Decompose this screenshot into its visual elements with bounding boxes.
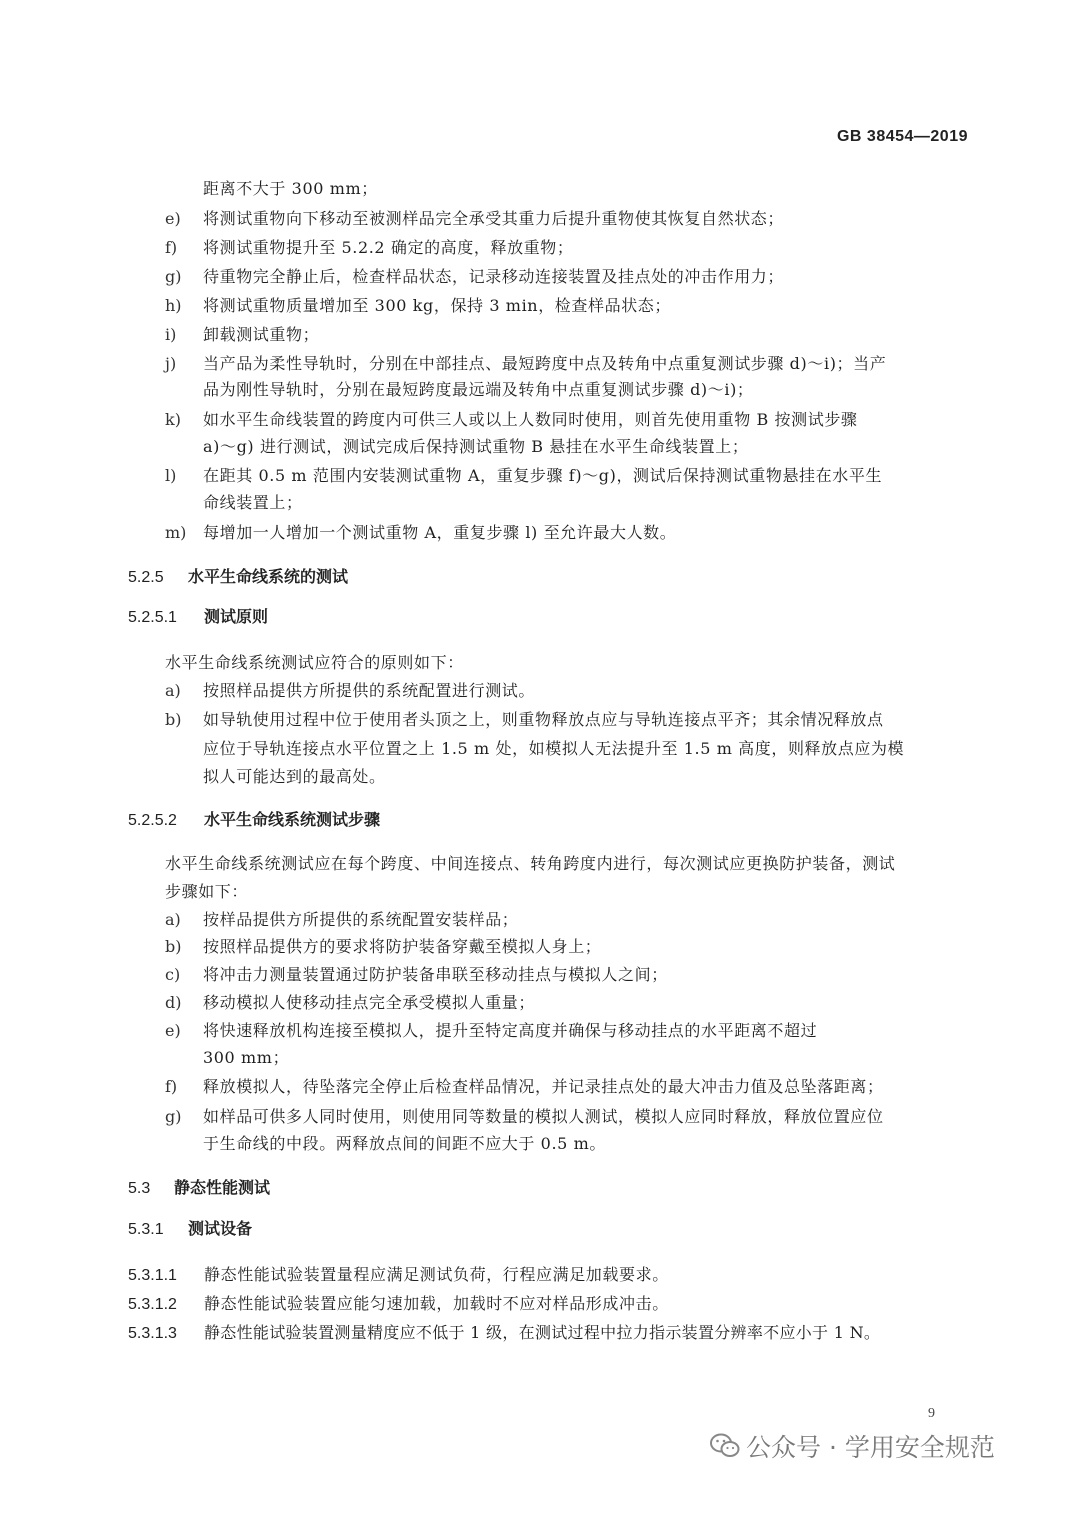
section-title: 水平生命线系统测试步骤 <box>204 810 381 829</box>
clause-5-3-1-1 <box>128 1262 669 1289</box>
item-text: 将测试重物向下移动至被测样品完全承受其重力后提升重物使其恢复自然状态； <box>203 209 785 228</box>
wechat-icon <box>710 1433 740 1459</box>
paragraph-text: 步骤如下： <box>165 882 249 901</box>
item-label: h) <box>165 296 182 315</box>
item-text: 按照样品提供方的要求将防护装备穿戴至模拟人身上； <box>203 937 602 956</box>
section-title: 测试设备 <box>188 1219 253 1238</box>
clause-text: 静态性能试验装置应能匀速加载，加载时不应对样品形成冲击。 <box>204 1294 669 1313</box>
item-label: b) <box>165 937 182 956</box>
clause-5-3-1-2 <box>128 1291 669 1318</box>
item-label: g) <box>165 267 182 286</box>
item-text: 移动模拟人使移动挂点完全承受模拟人重量； <box>203 993 536 1012</box>
continuation-text: 距离不大于 300 mm； <box>203 179 378 198</box>
item-label: j) <box>165 354 177 373</box>
item-text: 当产品为柔性导轨时，分别在中部挂点、最短跨度中点及转角中点重复测试步骤 d)～i)；当产 <box>203 354 887 373</box>
item-text: 如导轨使用过程中位于使用者头顶之上，则重物释放点应与导轨连接点平齐；其余情况释放点 <box>203 710 884 729</box>
item-text: 300 mm； <box>203 1048 290 1067</box>
clause-number: 5.3.1.1 <box>128 1267 177 1284</box>
section-number: 5.3.1 <box>128 1221 164 1238</box>
item-text: 于生命线的中段。两释放点间的间距不应大于 0.5 m。 <box>203 1134 606 1153</box>
paragraph-text: 水平生命线系统测试应符合的原则如下： <box>165 653 464 672</box>
section-heading <box>128 564 348 591</box>
item-text: 品为刚性导轨时，分别在最短跨度最远端及转角中点重复测试步骤 d)～i)； <box>203 380 754 399</box>
clause-5-3-1-3 <box>128 1320 880 1347</box>
section-number: 5.2.5 <box>128 569 164 586</box>
page-number: 9 <box>928 1406 935 1421</box>
section-title: 测试原则 <box>204 607 269 626</box>
item-text: 命线装置上； <box>203 493 303 512</box>
item-text: 如样品可供多人同时使用，则使用同等数量的模拟人测试，模拟人应同时释放，释放位置应位 <box>203 1107 884 1126</box>
item-text: 每增加一人增加一个测试重物 A，重复步骤 l) 至允许最大人数。 <box>203 523 677 542</box>
item-label: a) <box>165 681 181 700</box>
item-text: 在距其 0.5 m 范围内安装测试重物 A，重复步骤 f)～g)，测试后保持测试重物悬挂在水平生 <box>203 466 883 485</box>
watermark-text: 公众号 · 学用安全规范 <box>746 1433 995 1462</box>
section-heading <box>128 807 380 834</box>
section-number: 5.2.5.2 <box>128 812 177 829</box>
item-text: 按照样品提供方所提供的系统配置进行测试。 <box>203 681 536 700</box>
item-text: 如水平生命线装置的跨度内可供三人或以上人数同时使用，则首先使用重物 B 按测试步骤 <box>203 410 858 429</box>
standard-code: GB 38454—2019 <box>836 128 968 145</box>
item-text: 将测试重物提升至 5.2.2 确定的高度，释放重物； <box>203 238 574 257</box>
item-label: l) <box>165 466 177 485</box>
clause-number: 5.3.1.3 <box>128 1325 177 1342</box>
section-title: 静态性能测试 <box>174 1178 271 1197</box>
clause-number: 5.3.1.2 <box>128 1296 177 1313</box>
section-number: 5.3 <box>128 1180 151 1197</box>
section-title: 水平生命线系统的测试 <box>188 567 349 586</box>
item-label: f) <box>165 238 178 257</box>
item-text: 将冲击力测量装置通过防护装备串联至移动挂点与模拟人之间； <box>203 965 668 984</box>
item-label: e) <box>165 209 181 228</box>
item-label: c) <box>165 965 181 984</box>
item-text: 拟人可能达到的最高处。 <box>203 767 386 786</box>
section-heading <box>128 1175 270 1202</box>
item-text: 释放模拟人，待坠落完全停止后检查样品情况，并记录挂点处的最大冲击力值及总坠落距离； <box>203 1077 884 1096</box>
item-label: a) <box>165 910 181 929</box>
item-text: 将快速释放机构连接至模拟人，提升至特定高度并确保与移动挂点的水平距离不超过 <box>203 1021 818 1040</box>
item-label: d) <box>165 993 182 1012</box>
item-label: i) <box>165 325 177 344</box>
item-text: 卸载测试重物； <box>203 325 320 344</box>
clause-text: 静态性能试验装置量程应满足测试负荷，行程应满足加载要求。 <box>204 1265 669 1284</box>
item-label: f) <box>165 1077 178 1096</box>
item-label: k) <box>165 410 181 429</box>
item-label: m) <box>165 523 187 542</box>
item-text: 待重物完全静止后，检查样品状态，记录移动连接装置及挂点处的冲击作用力； <box>203 267 785 286</box>
item-text: 将测试重物质量增加至 300 kg，保持 3 min，检查样品状态； <box>203 296 671 315</box>
item-text: 应位于导轨连接点水平位置之上 1.5 m 处，如模拟人无法提升至 1.5 m 高度，则释放点应为模 <box>203 739 905 758</box>
section-heading <box>128 604 268 631</box>
item-label: b) <box>165 710 182 729</box>
item-label: e) <box>165 1021 181 1040</box>
paragraph-text: 水平生命线系统测试应在每个跨度、中间连接点、转角跨度内进行，每次测试应更换防护装备，测试 <box>165 854 896 873</box>
item-label: g) <box>165 1107 182 1126</box>
section-heading <box>128 1216 252 1243</box>
section-number: 5.2.5.1 <box>128 609 177 626</box>
item-text: a)～g) 进行测试，测试完成后保持测试重物 B 悬挂在水平生命线装置上； <box>203 437 749 456</box>
watermark <box>710 1428 995 1464</box>
clause-text: 静态性能试验装置测量精度应不低于 1 级，在测试过程中拉力指示装置分辨率不应小于 1 N。 <box>204 1323 881 1342</box>
item-text: 按样品提供方所提供的系统配置安装样品； <box>203 910 519 929</box>
